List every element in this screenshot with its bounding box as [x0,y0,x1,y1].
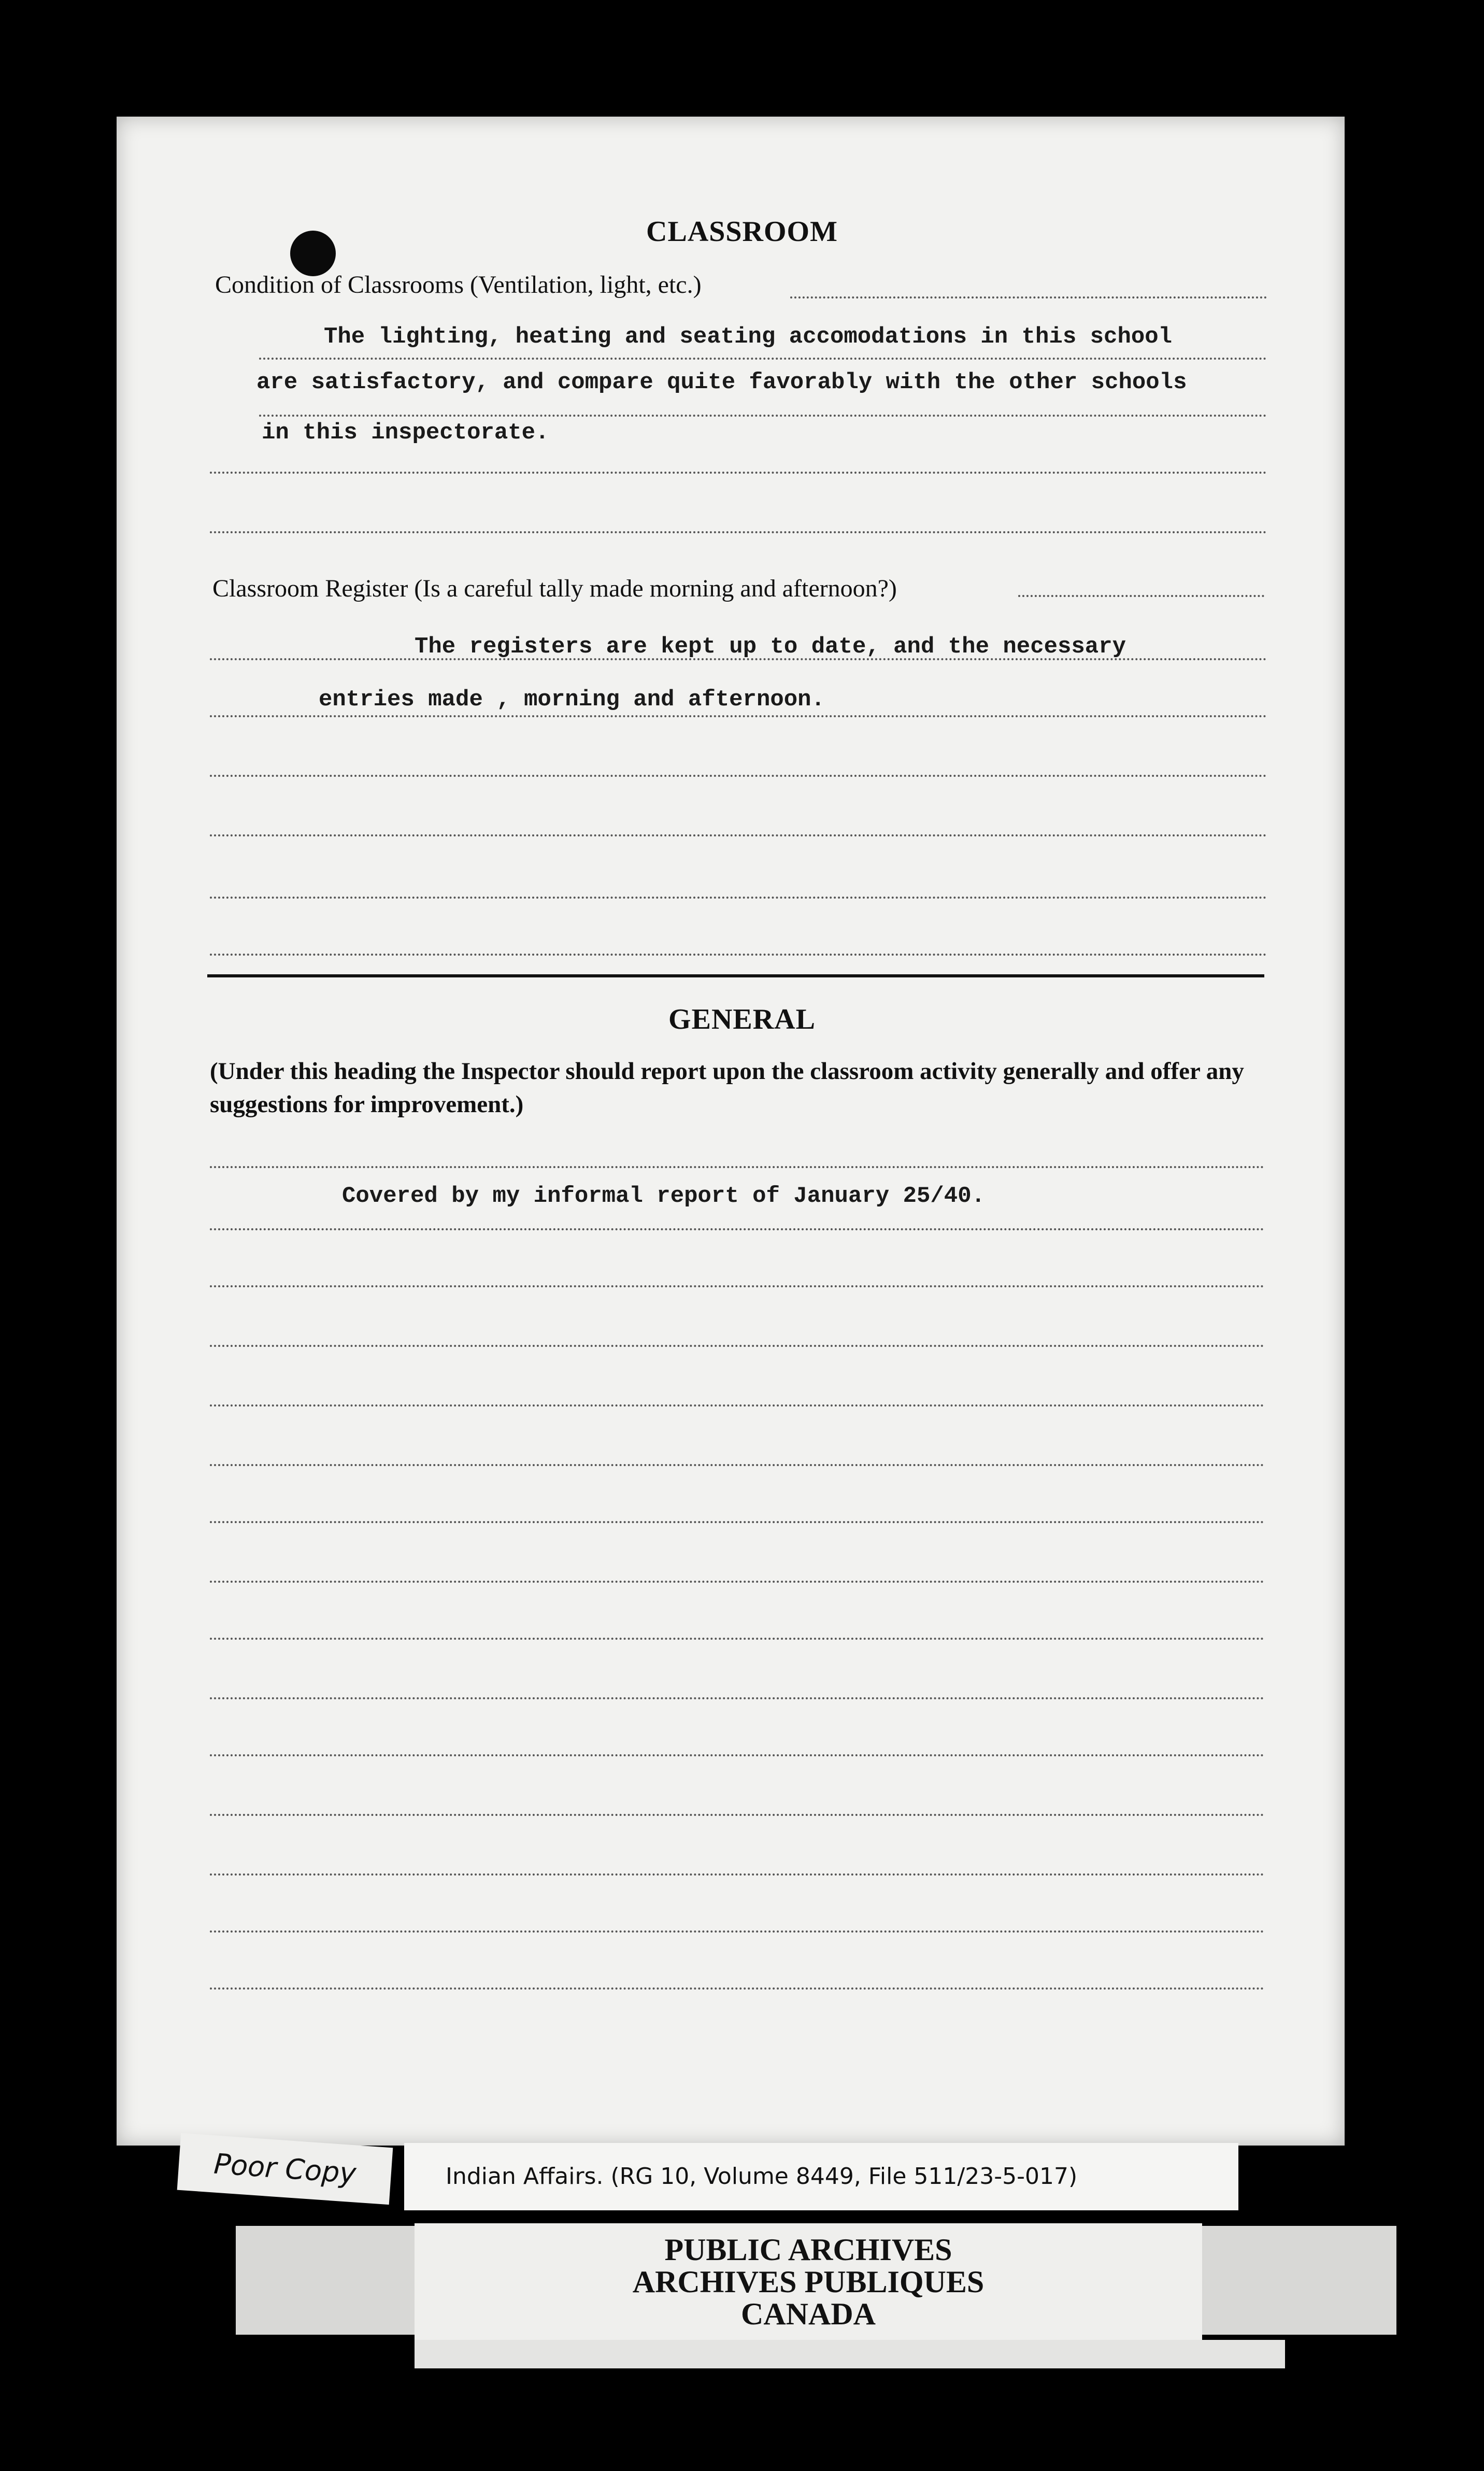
stamp-line-3: CANADA [741,2297,876,2331]
archive-stamp-edge [415,2340,1285,2368]
register-label: Classroom Register (Is a careful tally made morning and afternoon?) [212,575,897,602]
dotted-line [210,954,1267,956]
dotted-line [259,415,1267,417]
dotted-line [210,834,1267,836]
dotted-line [210,1697,1264,1699]
general-report-line: Covered by my informal report of January 25/40. [342,1183,986,1209]
dotted-line [210,658,1267,660]
dotted-line [210,1754,1264,1756]
classroom-heading: CLASSROOM [646,216,838,248]
register-answer-line-2: entries made , morning and afternoon. [319,687,825,713]
condition-answer-line-1: The lighting, heating and seating accomodations in this school [324,324,1173,350]
dotted-line [210,1285,1264,1287]
stamp-line-1: PUBLIC ARCHIVES [664,2233,952,2267]
condition-answer-line-2: are satisfactory, and compare quite favorably with the other schools [256,370,1187,395]
register-answer-line-1: The registers are kept up to date, and the necessary [415,634,1126,660]
dotted-line [210,715,1267,717]
dotted-line [210,1345,1264,1347]
dotted-line [210,531,1267,533]
general-heading: GENERAL [668,1003,816,1035]
dotted-line [210,1814,1264,1816]
condition-answer-line-3: in this inspectorate. [262,420,549,446]
stamp-line-2: ARCHIVES PUBLIQUES [632,2265,984,2299]
dotted-line [210,1873,1264,1876]
dotted-line [210,1638,1264,1640]
dotted-line [210,1581,1264,1583]
dotted-line [790,296,1267,299]
general-instructions: (Under this heading the Inspector should report upon the classroom activity generally and offer any suggestions for improvement.) [210,1058,1244,1118]
dotted-line [210,472,1267,474]
dotted-line [210,775,1267,777]
section-divider [207,974,1264,977]
dotted-line [210,1521,1264,1523]
dotted-line [210,1930,1264,1933]
dotted-line [210,1404,1264,1407]
dotted-line [210,1166,1264,1168]
poor-copy-note: Poor Copy [177,2133,393,2205]
condition-label: Condition of Classrooms (Ventilation, light, etc.) [215,271,702,299]
archive-citation: Indian Affairs. (RG 10, Volume 8449, File 511/23-5-017) [404,2143,1238,2210]
dotted-line [210,897,1267,899]
dotted-line [259,358,1267,360]
dotted-line [210,1228,1264,1230]
dotted-line [1018,595,1264,597]
dotted-line [210,1464,1264,1466]
dotted-line [210,1987,1264,1990]
archive-stamp [415,2223,1202,2340]
